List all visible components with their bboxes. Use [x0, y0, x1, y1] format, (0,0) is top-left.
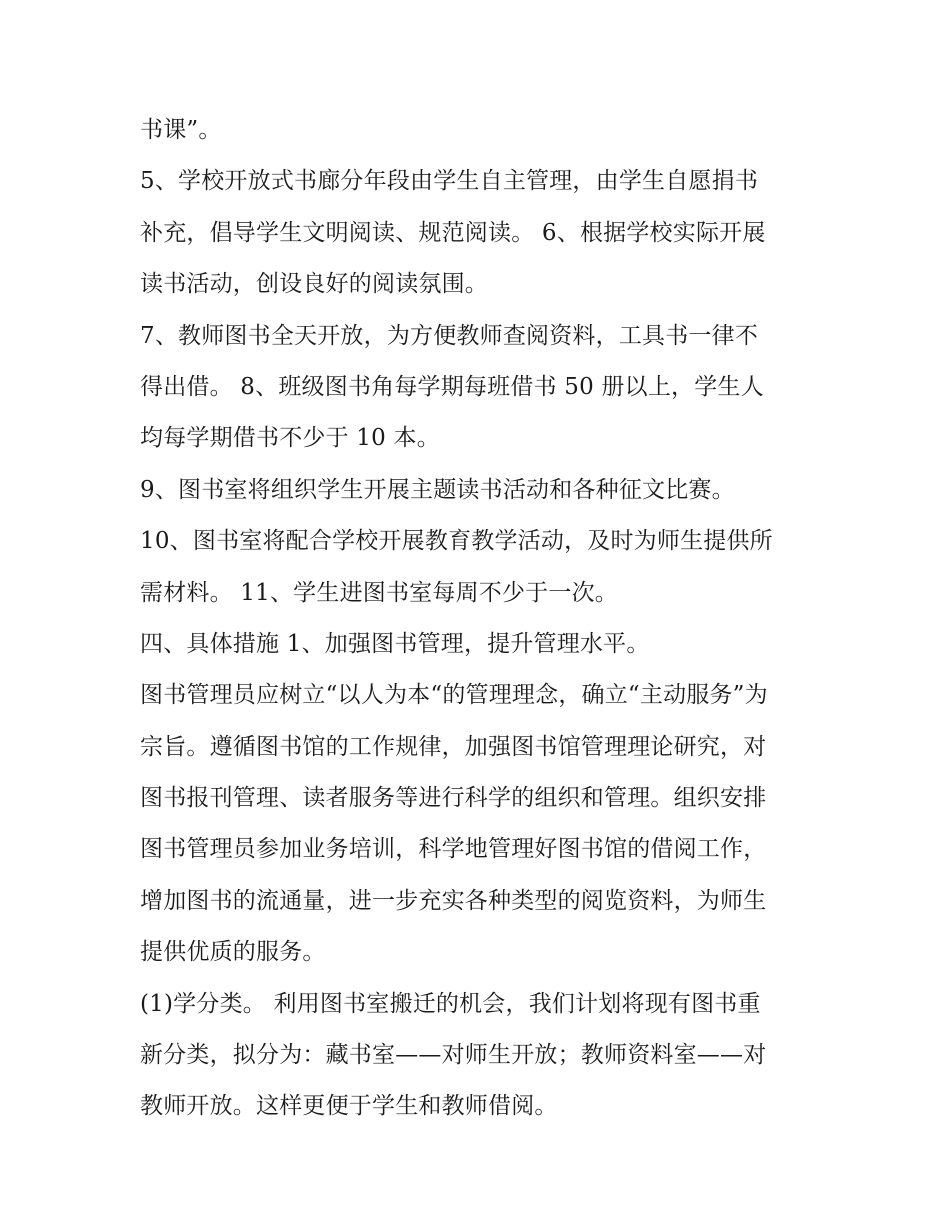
text-line: 均每学期借书不少于 10 本。: [140, 425, 440, 452]
text-line: 读书活动，创设良好的阅读氛围。: [140, 271, 488, 298]
text-line: 7、教师图书全天开放，为方便教师查阅资料，工具书一律不: [140, 322, 759, 349]
text-line: 图书管理员应树立“以人为本“的管理理念，确立“主动服务”为: [140, 682, 768, 709]
text-line: 教师开放。这样更便于学生和教师借阅。: [140, 1093, 558, 1120]
text-line: (1)学分类。 利用图书室搬迁的机会，我们计划将现有图书重: [140, 990, 761, 1017]
text-line: 补充，倡导学生文明阅读、规范阅读。 6、根据学校实际开展: [140, 219, 766, 246]
text-line: 5、学校开放式书廊分年段由学生自主管理，由学生自愿捐书: [140, 168, 759, 195]
text-line: 新分类，拟分为：藏书室——对师生开放；教师资料室——对: [140, 1042, 767, 1069]
text-line: 10、图书室将配合学校开展教育教学活动，及时为师生提供所: [140, 528, 773, 555]
text-line: 需材料。 11、学生进图书室每周不少于一次。: [140, 579, 618, 606]
text-line: 9、图书室将组织学生开展主题读书活动和各种征文比赛。: [140, 476, 735, 503]
text-line: 得出借。 8、班级图书角每学期每班借书 50 册以上，学生人: [140, 373, 764, 400]
text-line: 增加图书的流通量，进一步充实各种类型的阅览资料，为师生: [140, 887, 767, 914]
text-line: 提供优质的服务。: [140, 939, 326, 966]
text-line: 书课”。: [140, 117, 222, 143]
section-heading-line: 四、具体措施 1、加强图书管理，提升管理水平。: [140, 630, 650, 657]
text-line: 图书报刊管理、读者服务等进行科学的组织和管理。组织安排: [140, 785, 767, 812]
body-text: [140, 110, 820, 1138]
text-line: 宗旨。遵循图书馆的工作规律，加强图书馆管理理论研究，对: [140, 733, 767, 760]
text-line: 图书管理员参加业务培训，科学地管理好图书馆的借阅工作，: [140, 836, 767, 863]
